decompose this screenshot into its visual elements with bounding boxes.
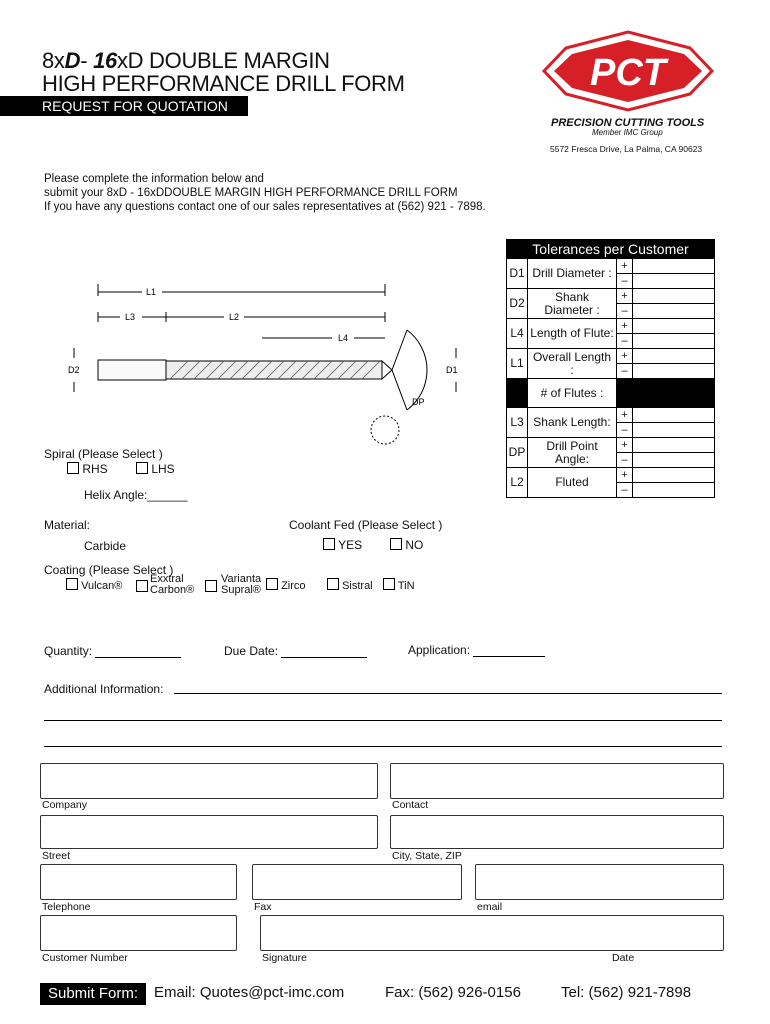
coating-exxtral[interactable] — [136, 578, 148, 596]
coating-tin[interactable]: TiN — [383, 578, 415, 592]
flutes-input[interactable] — [617, 379, 715, 408]
tolerance-label: Overall Length : — [528, 349, 617, 379]
yes-checkbox[interactable] — [323, 538, 335, 550]
coating-zirco[interactable]: Zirco — [266, 578, 306, 592]
signature-input[interactable] — [260, 915, 724, 951]
tolerance-code: D2 — [507, 289, 528, 319]
company-input[interactable] — [40, 763, 378, 799]
tolerance-row — [507, 349, 715, 379]
tolerance-code: L3 — [507, 408, 528, 438]
zirco-checkbox[interactable] — [266, 578, 278, 590]
label-l2: L2 — [229, 312, 240, 322]
quantity-field[interactable]: Quantity: — [44, 644, 181, 658]
additional-line-3[interactable] — [44, 746, 722, 747]
contact-label: Contact — [392, 799, 429, 811]
pct-logo — [540, 28, 716, 114]
coolant-no[interactable]: NO — [390, 538, 423, 552]
plus-minus: + – — [617, 349, 633, 379]
coating-vulcan[interactable]: Vulcan® — [66, 578, 122, 592]
footer-fax: Fax: (562) 926-0156 — [385, 984, 521, 1001]
form-title: 8xD- 16xD DOUBLE MARGIN — [42, 48, 330, 73]
tolerance-label: Length of Flute: — [528, 319, 617, 349]
signature-label: Signature — [262, 952, 307, 964]
exxtral-checkbox[interactable] — [136, 580, 148, 592]
tolerance-input[interactable] — [633, 319, 715, 349]
material-value: Carbide — [84, 539, 127, 553]
tolerance-label: Shank Diameter : — [528, 289, 617, 319]
label-l3: L3 — [125, 312, 136, 322]
spiral-rhs[interactable]: RHS — [67, 462, 108, 476]
tolerance-row — [507, 259, 715, 289]
tolerance-label: # of Flutes : — [528, 379, 617, 408]
label-dp: DP — [412, 397, 425, 407]
tolerance-code: L2 — [507, 468, 528, 498]
tolerance-row — [507, 468, 715, 498]
tolerance-code: D1 — [507, 259, 528, 289]
sistral-checkbox[interactable] — [327, 578, 339, 590]
coating-label: Coating (Please Select ) — [44, 563, 174, 577]
rhs-checkbox[interactable] — [67, 462, 79, 474]
spiral-label: Spiral (Please Select ) — [44, 447, 163, 461]
additional-info-label: Additional Information: — [44, 682, 164, 696]
tolerance-input[interactable] — [633, 438, 715, 468]
additional-line-2[interactable] — [44, 720, 722, 721]
application-field[interactable]: Application: — [408, 643, 545, 657]
logo-text: PCT — [590, 52, 666, 94]
tolerance-code: DP — [507, 438, 528, 468]
city-label: City, State, ZIP — [392, 850, 462, 862]
intro-text: Please complete the information below and submit your 8xD - 16xDDOUBLE MARGIN HIGH PERFORMANCE DRILL FORM If you have any questions contact one of our sales representatives at (562) 921 - 7898. — [44, 173, 486, 213]
vulcan-checkbox[interactable] — [66, 578, 78, 590]
form-title-line2: HIGH PERFORMANCE DRILL FORM — [42, 71, 405, 96]
footer-email[interactable]: Email: Quotes@pct-imc.com — [154, 984, 345, 1001]
tolerance-row — [507, 319, 715, 349]
street-label: Street — [42, 850, 71, 862]
label-l1: L1 — [146, 287, 157, 297]
label-d2: D2 — [68, 365, 80, 375]
tolerance-code: L1 — [507, 349, 528, 379]
tolerance-code — [507, 379, 528, 408]
plus-minus: + – — [617, 319, 633, 349]
plus-minus: + – — [617, 468, 633, 498]
tolerance-input[interactable] — [633, 408, 715, 438]
tin-checkbox[interactable] — [383, 578, 395, 590]
varianta-label: Varianta Supral® — [221, 573, 262, 596]
tolerance-label: Drill Point Angle: — [528, 438, 617, 468]
exxtral-label: Exxtral Carbon® — [150, 573, 195, 596]
tolerance-label: Drill Diameter : — [528, 259, 617, 289]
coating-sistral[interactable]: Sistral — [327, 578, 373, 592]
no-checkbox[interactable] — [390, 538, 402, 550]
contact-input[interactable] — [390, 763, 724, 799]
tolerance-label: Shank Length: — [528, 408, 617, 438]
plus-minus: + – — [617, 289, 633, 319]
date-label: Date — [612, 952, 635, 964]
company-member: Member IMC Group — [592, 128, 663, 137]
coolant-label: Coolant Fed (Please Select ) — [289, 518, 443, 532]
subtitle-bar: REQUEST FOR QUOTATION — [0, 96, 248, 116]
fax-input[interactable] — [252, 864, 462, 900]
label-d1: D1 — [446, 365, 458, 375]
tolerance-input[interactable] — [633, 259, 715, 289]
company-address: 5572 Fresca Drive, La Palma, CA 90623 — [550, 144, 703, 154]
company-label: Company — [42, 799, 87, 811]
helix-angle[interactable]: Helix Angle:______ — [84, 488, 188, 502]
tolerance-input[interactable] — [633, 349, 715, 379]
street-input[interactable] — [40, 815, 378, 849]
tolerances-table — [506, 239, 715, 498]
customer-number-input[interactable] — [40, 915, 237, 951]
tolerance-input[interactable] — [633, 468, 715, 498]
label-l4: L4 — [338, 333, 349, 343]
plus-minus: + – — [617, 259, 633, 289]
tolerance-row — [507, 289, 715, 319]
tolerance-input[interactable] — [633, 289, 715, 319]
fax-label: Fax — [254, 901, 272, 913]
city-input[interactable] — [390, 815, 724, 849]
tolerance-row — [507, 438, 715, 468]
tolerance-label: Fluted — [528, 468, 617, 498]
tolerance-row — [507, 408, 715, 438]
plus-minus: + – — [617, 438, 633, 468]
customer-number-label: Customer Number — [42, 952, 128, 964]
additional-line-1[interactable] — [174, 693, 722, 694]
tolerance-code: L4 — [507, 319, 528, 349]
email-input[interactable] — [475, 864, 724, 900]
submit-form-label: Submit Form: — [40, 983, 146, 1005]
company-name: PRECISION CUTTING TOOLS — [551, 117, 705, 129]
footer-tel: Tel: (562) 921-7898 — [561, 984, 692, 1001]
plus-minus: + – — [617, 408, 633, 438]
spiral-lhs[interactable]: LHS — [136, 462, 175, 476]
email-label: email — [477, 901, 503, 913]
material-label: Material: — [44, 518, 91, 532]
tolerance-row — [507, 379, 715, 408]
telephone-label: Telephone — [42, 901, 91, 913]
telephone-input[interactable] — [40, 864, 237, 900]
coating-varianta[interactable] — [205, 578, 217, 596]
drill-diagram — [62, 278, 472, 448]
due-date-field[interactable]: Due Date: — [224, 644, 367, 658]
varianta-checkbox[interactable] — [205, 580, 217, 592]
lhs-checkbox[interactable] — [136, 462, 148, 474]
coolant-yes[interactable]: YES — [323, 538, 362, 552]
tolerances-title: Tolerances per Customer — [507, 240, 715, 259]
